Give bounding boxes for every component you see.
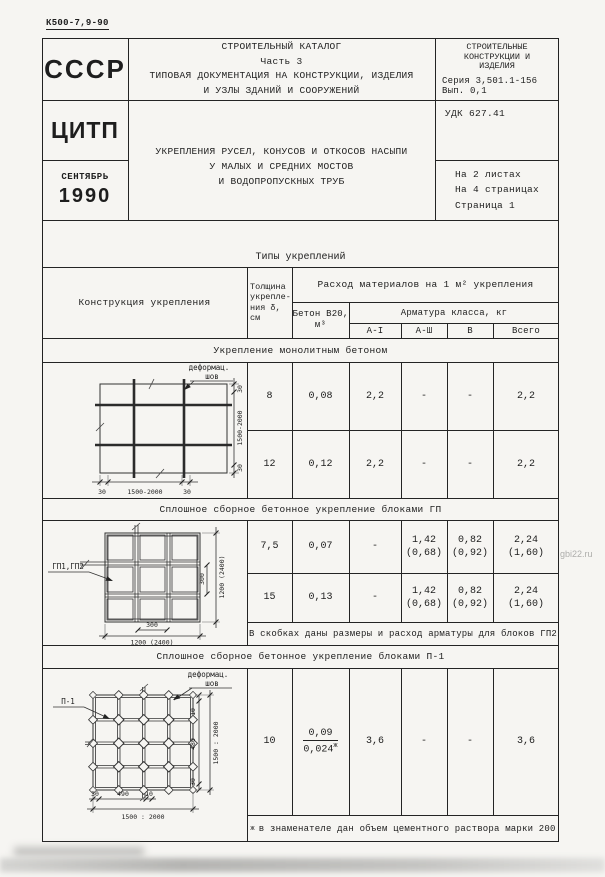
a3-value: - xyxy=(420,390,427,402)
document-title-block xyxy=(128,100,435,220)
gp-blocks-label: ГП1,ГП2 xyxy=(52,562,84,571)
scan-artifact xyxy=(0,858,605,872)
thickness-value: 8 xyxy=(266,390,273,402)
col-header-consumption: Расход материалов на 1 м² укрепления xyxy=(317,279,534,290)
scan-artifact xyxy=(14,847,144,856)
deformation-joint-label: деформац. xyxy=(188,363,230,372)
a1-value: - xyxy=(371,541,378,552)
table-footnote: ж в знаменателе дан объем цементного раствора марки 200 xyxy=(250,823,556,834)
diagram-monolithic-concrete xyxy=(42,362,247,498)
total-value: 2,24 (1,60) xyxy=(507,534,544,559)
year-label: 1990 xyxy=(58,185,112,207)
dim-label: 490 xyxy=(117,790,129,798)
thickness-value: 7,5 xyxy=(260,541,279,552)
a3-value: - xyxy=(420,736,427,747)
dim-label: 30 xyxy=(189,778,197,786)
class-line: ИЗДЕЛИЯ xyxy=(479,61,515,71)
concrete-value: 0,13 xyxy=(308,592,333,603)
catalog-line: Часть 3 xyxy=(260,55,303,67)
col-header-a3: А-Ш xyxy=(415,325,433,336)
a1-value: 2,2 xyxy=(365,458,384,470)
pages-label: На 4 страницах xyxy=(455,184,540,196)
b-value: 0,82 (0,92) xyxy=(451,534,488,559)
dim-label: 300 xyxy=(146,621,158,629)
col-header-total: Всего xyxy=(511,325,540,336)
catalog-line: ТИПОВАЯ ДОКУМЕНТАЦИЯ НА КОНСТРУКЦИИ, ИЗДЕЛИЯ xyxy=(149,70,414,81)
footnote-mark: ж xyxy=(250,824,255,833)
dim-label: 1500-2000 xyxy=(127,488,163,496)
dim-label: 1500 : 2000 xyxy=(212,721,220,765)
issue-label: Вып. 0,1 xyxy=(442,85,487,96)
a1-value: - xyxy=(371,592,378,603)
concrete-value: 0,07 xyxy=(308,541,333,552)
thickness-value: 15 xyxy=(263,592,276,603)
org-citp: ЦИТП xyxy=(51,116,119,143)
thickness-value: 12 xyxy=(263,458,276,470)
date-block xyxy=(42,160,128,220)
col-header-b: В xyxy=(467,325,473,336)
b-value: - xyxy=(466,736,473,747)
p1-block-label: П-1 xyxy=(61,697,75,706)
total-value: 2,24 (1,60) xyxy=(507,585,544,610)
month-label: СЕНТЯБРЬ xyxy=(61,172,109,182)
dim-label: 480 xyxy=(189,738,197,750)
concrete-value: 0,08 xyxy=(308,390,333,402)
series-label: Серия 3,501.1-156 xyxy=(442,75,538,86)
b-value: - xyxy=(466,458,473,470)
col-header-construction: Конструкция укрепления xyxy=(78,297,211,308)
catalog-title-block xyxy=(128,38,435,100)
page-number-label: Страница 1 xyxy=(455,199,516,211)
diagram-p1-blocks xyxy=(42,668,247,842)
total-value: 3,6 xyxy=(516,736,535,747)
section-title: Сплошное сборное бетонное укрепление блоками ГП xyxy=(159,503,442,515)
thickness-value: 10 xyxy=(263,736,276,747)
class-line: КОНСТРУКЦИИ И xyxy=(463,51,531,62)
dim-label: 30 xyxy=(236,385,244,393)
document-title-line: И ВОДОПРОПУСКНЫХ ТРУБ xyxy=(218,176,345,187)
class-line: СТРОИТЕЛЬНЫЕ xyxy=(466,42,528,52)
dim-label: 300 xyxy=(198,573,206,585)
udk-label: УДК 627.41 xyxy=(445,108,506,119)
sheet-count-block xyxy=(435,160,559,220)
dim-label: 30 xyxy=(236,464,244,472)
a1-value: 3,6 xyxy=(365,736,384,747)
total-value: 2,2 xyxy=(516,390,535,402)
dim-label: 30 xyxy=(98,488,106,496)
a3-value: - xyxy=(420,458,427,470)
deformation-joint-label: шов xyxy=(205,372,219,381)
dim-label: 1500 : 2000 xyxy=(121,813,165,821)
dim-label: 30 xyxy=(91,790,99,798)
col-header-a1: А-I xyxy=(366,325,384,336)
sheets-label: На 2 листах xyxy=(455,168,522,180)
watermark: gbi22.ru xyxy=(560,549,593,559)
deformation-joint-label: шов xyxy=(205,679,219,688)
section-title: Укрепление монолитным бетоном xyxy=(213,344,388,356)
total-value: 2,2 xyxy=(516,458,535,470)
a3-value: 1,42 (0,68) xyxy=(405,585,442,610)
classification-block xyxy=(435,38,559,100)
concrete-value: 0,12 xyxy=(308,458,333,470)
catalog-line: СТРОИТЕЛЬНЫЙ КАТАЛОГ xyxy=(221,41,342,52)
dim-label: 1200 (2400) xyxy=(130,638,174,647)
dim-label: 30 xyxy=(183,488,191,496)
col-header-thickness: Толщина укрепле- ния δ, см xyxy=(250,281,291,323)
b-value: - xyxy=(466,390,473,402)
deformation-joint-label: деформац. xyxy=(187,670,229,679)
section-title: Сплошное сборное бетонное укрепление блоками П-1 xyxy=(156,651,445,662)
table-note: В скобках даны размеры и расход арматуры для блоков ГП2 xyxy=(248,628,558,639)
dim-label: 10 xyxy=(189,708,197,716)
diagram-gp-blocks xyxy=(42,520,247,645)
document-title-line: УКРЕПЛЕНИЯ РУСЕЛ, КОНУСОВ И ОТКОСОВ НАСЫПИ xyxy=(155,146,408,157)
footnote-mark: ж xyxy=(333,741,338,750)
a3-value: 1,42 (0,68) xyxy=(405,534,442,559)
table-caption: Типы укреплений xyxy=(255,252,346,263)
dim-label: 1200 (2400) xyxy=(218,555,226,599)
a1-value: 2,2 xyxy=(365,390,384,402)
document-title-line: У МАЛЫХ И СРЕДНИХ МОСТОВ xyxy=(209,161,354,172)
dim-label: 1500-2000 xyxy=(236,410,244,446)
org-cccp: СССР xyxy=(44,53,126,84)
dim-label: 10 xyxy=(145,790,153,798)
catalog-line: И УЗЛЫ ЗДАНИЙ И СООРУЖЕНИЙ xyxy=(203,84,360,96)
col-header-armature: Арматура класса, кг xyxy=(400,307,508,318)
document-code: К500-7,9-90 xyxy=(46,18,109,28)
col-header-concrete: Бетон В20, м³ xyxy=(292,309,349,330)
concrete-fraction-value: $\frac{0,09}{0,024^ж}$ xyxy=(303,727,338,756)
b-value: 0,82 (0,92) xyxy=(451,585,488,610)
